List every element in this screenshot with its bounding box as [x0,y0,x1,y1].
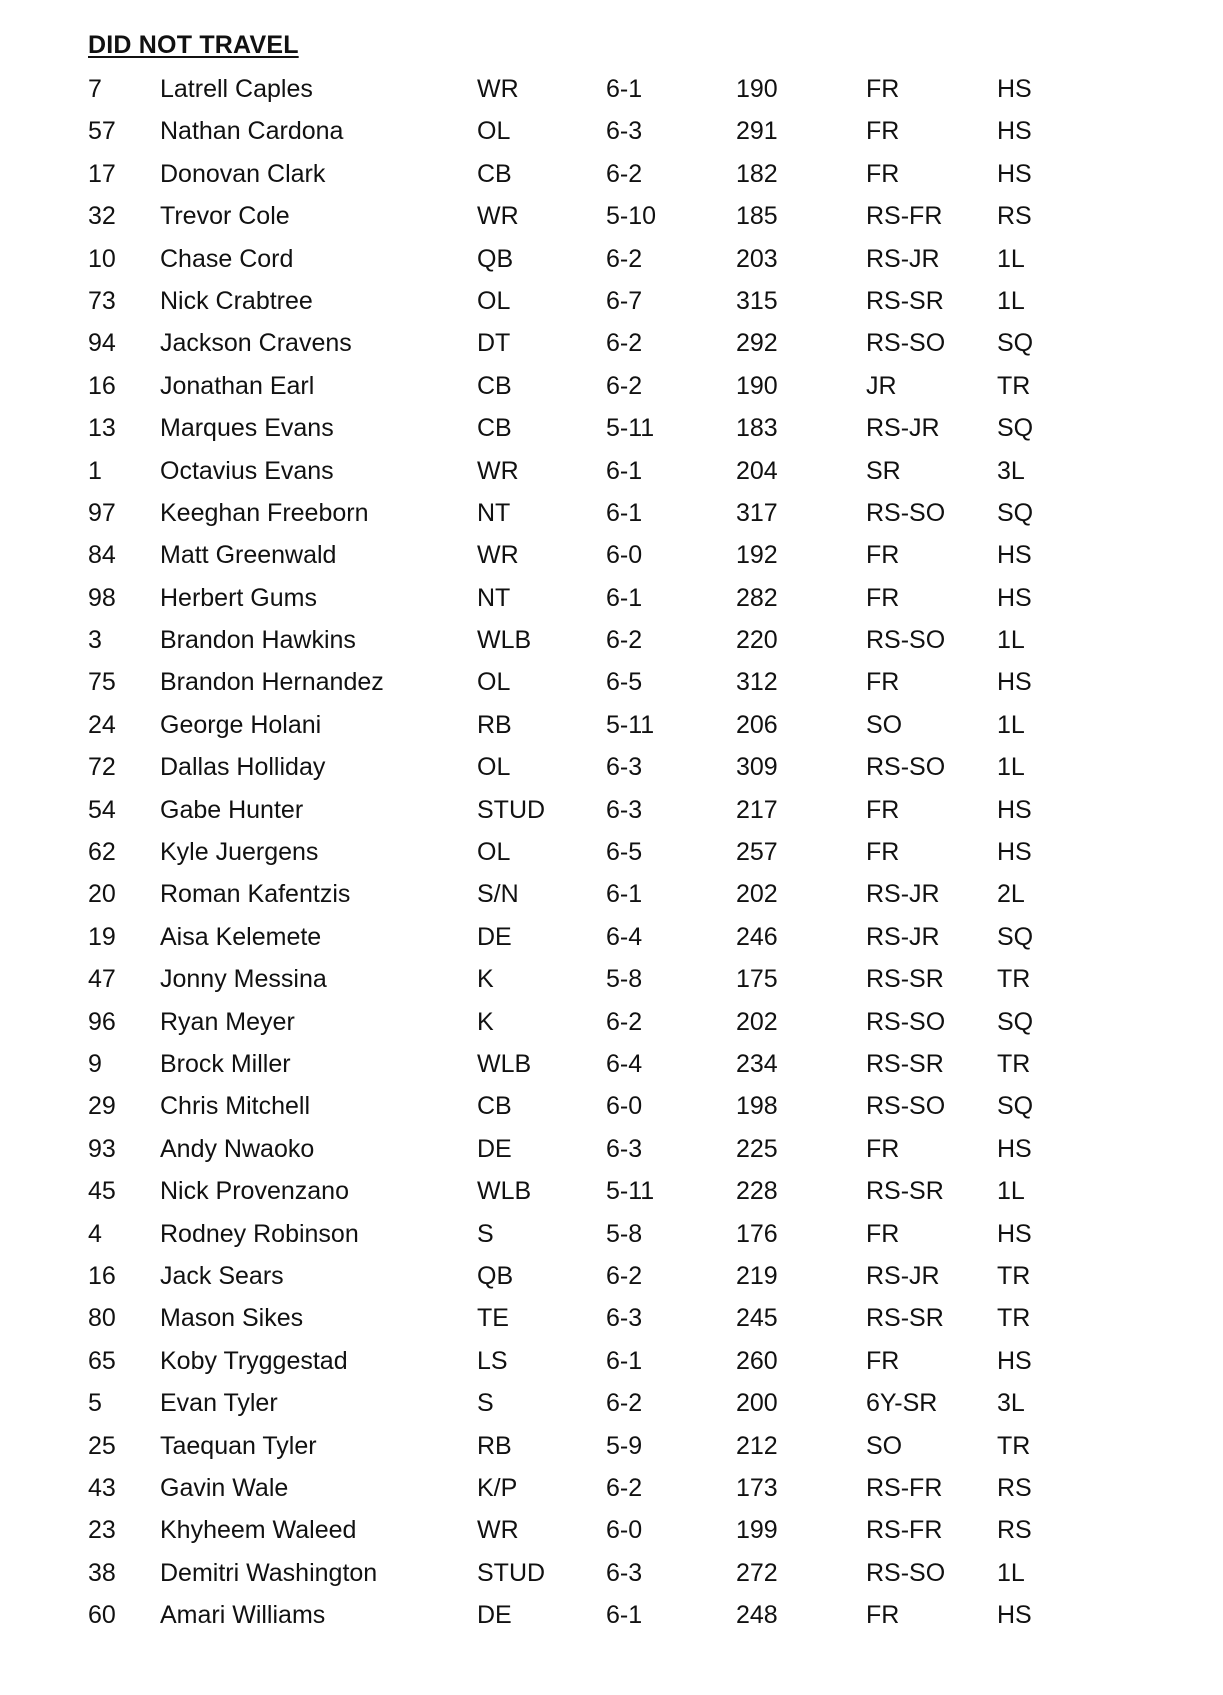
player-weight: 257 [736,838,778,867]
roster-row [0,535,1223,577]
player-weight: 192 [736,541,778,570]
player-name: Matt Greenwald [160,541,337,570]
player-name: Brandon Hernandez [160,668,384,697]
roster-row [0,239,1223,281]
player-height: 6-2 [606,159,643,188]
roster-row [0,917,1223,959]
player-weight: 190 [736,75,778,103]
player-position: WR [477,202,519,231]
player-experience: HS [997,1134,1032,1163]
player-name: Brandon Hawkins [160,626,356,655]
player-position: LS [477,1346,508,1375]
player-experience: HS [997,1601,1032,1630]
player-class: RS-SO [866,498,946,527]
roster-row [0,1468,1223,1510]
player-weight: 234 [736,1049,778,1078]
player-class: RS-SO [866,329,946,358]
player-weight: 185 [736,202,778,231]
player-name: Kyle Juergens [160,838,319,867]
player-experience: TR [997,371,1031,400]
player-number: 93 [88,1134,116,1163]
player-height: 6-1 [606,456,643,485]
player-name: Andy Nwaoko [160,1134,315,1163]
player-height: 6-1 [606,1601,643,1630]
player-height: 5-8 [606,965,643,994]
player-number: 84 [88,541,116,570]
player-weight: 260 [736,1346,778,1375]
player-position: RB [477,1431,512,1460]
player-experience: HS [997,117,1032,146]
player-name: Mason Sikes [160,1304,304,1333]
player-experience: SQ [997,414,1034,443]
player-number: 72 [88,753,116,782]
player-name: Rodney Robinson [160,1219,359,1248]
roster-row [0,451,1223,493]
player-experience: HS [997,668,1032,697]
player-class: FR [866,795,900,824]
player-class: FR [866,838,900,867]
player-height: 6-2 [606,626,643,655]
player-position: RB [477,710,512,739]
player-position: DE [477,1134,512,1163]
player-name: Roman Kafentzis [160,880,351,909]
player-weight: 175 [736,965,778,994]
player-height: 6-1 [606,583,643,612]
player-weight: 228 [736,1177,778,1206]
player-number: 13 [88,414,116,443]
player-position: S [477,1219,494,1248]
player-name: Demitri Washington [160,1558,378,1587]
player-experience: 1L [997,244,1025,273]
player-weight: 245 [736,1304,778,1333]
player-number: 16 [88,1261,116,1290]
player-number: 80 [88,1304,116,1333]
player-position: CB [477,1092,512,1121]
player-weight: 292 [736,329,778,358]
player-position: WR [477,75,519,103]
player-class: RS-JR [866,922,940,951]
player-class: RS-SO [866,626,946,655]
player-number: 24 [88,710,116,739]
roster-row [0,747,1223,789]
player-experience: TR [997,1049,1031,1078]
player-number: 94 [88,329,116,358]
player-position: DT [477,329,511,358]
roster-row [0,1002,1223,1044]
roster-row [0,1214,1223,1256]
player-experience: HS [997,541,1032,570]
roster-row [0,662,1223,704]
player-number: 25 [88,1431,116,1460]
player-name: Aisa Kelemete [160,922,322,951]
player-number: 5 [88,1389,102,1418]
player-number: 57 [88,117,116,146]
player-name: Jackson Cravens [160,329,352,358]
roster-row [0,874,1223,916]
player-experience: 1L [997,710,1025,739]
player-weight: 176 [736,1219,778,1248]
player-name: Nick Crabtree [160,286,313,315]
player-height: 6-2 [606,371,643,400]
player-experience: 1L [997,626,1025,655]
player-class: SR [866,456,901,485]
player-height: 6-4 [606,1049,643,1078]
player-height: 6-5 [606,668,643,697]
roster-row [0,1256,1223,1298]
roster-row [0,1129,1223,1171]
player-number: 9 [88,1049,102,1078]
player-position: WLB [477,1177,532,1206]
roster-row [0,578,1223,620]
player-experience: RS [997,1516,1032,1545]
player-class: FR [866,1134,900,1163]
roster-row [0,1044,1223,1086]
player-height: 5-11 [606,1177,655,1206]
player-weight: 309 [736,753,778,782]
player-class: FR [866,1601,900,1630]
player-height: 6-3 [606,117,643,146]
player-height: 6-2 [606,329,643,358]
player-class: RS-JR [866,414,940,443]
player-experience: SQ [997,1007,1034,1036]
player-height: 6-3 [606,1304,643,1333]
player-weight: 315 [736,286,778,315]
player-class: RS-FR [866,1473,943,1502]
roster-row [0,493,1223,535]
roster-row [0,790,1223,832]
roster-row [0,959,1223,1001]
player-class: RS-JR [866,244,940,273]
player-name: Koby Tryggestad [160,1346,348,1375]
player-height: 6-2 [606,1473,643,1502]
player-position: K/P [477,1473,518,1502]
player-number: 47 [88,965,116,994]
player-position: DE [477,1601,512,1630]
roster-row [0,1086,1223,1128]
player-height: 6-1 [606,1346,643,1375]
player-experience: 1L [997,1177,1025,1206]
roster-row [0,1426,1223,1468]
player-position: K [477,1007,494,1036]
player-height: 6-0 [606,1092,643,1121]
roster-row [0,196,1223,238]
player-height: 5-10 [606,202,657,231]
player-weight: 220 [736,626,778,655]
player-name: Nathan Cardona [160,117,344,146]
player-name: Jonathan Earl [160,371,315,400]
player-number: 17 [88,159,116,188]
player-name: Herbert Gums [160,583,317,612]
player-height: 6-7 [606,286,643,315]
player-class: RS-SR [866,1177,944,1206]
roster-row [0,154,1223,196]
roster-row [0,366,1223,408]
player-number: 23 [88,1516,116,1545]
player-experience: 1L [997,1558,1025,1587]
player-class: FR [866,159,900,188]
player-name: Gabe Hunter [160,795,304,824]
player-class: FR [866,668,900,697]
player-position: DE [477,922,512,951]
player-position: QB [477,1261,514,1290]
player-experience: HS [997,838,1032,867]
player-class: RS-SR [866,286,944,315]
player-experience: 2L [997,880,1025,909]
player-position: CB [477,371,512,400]
player-position: NT [477,498,511,527]
player-experience: 1L [997,753,1025,782]
player-class: FR [866,583,900,612]
player-height: 6-2 [606,244,643,273]
player-position: K [477,965,494,994]
roster-row [0,69,1223,111]
player-class: SO [866,710,903,739]
player-experience: HS [997,159,1032,188]
player-height: 6-1 [606,75,643,103]
player-class: RS-SO [866,753,946,782]
player-experience: RS [997,202,1032,231]
player-position: OL [477,286,511,315]
player-number: 7 [88,75,102,103]
player-experience: TR [997,1261,1031,1290]
player-class: RS-SO [866,1558,946,1587]
player-class: RS-JR [866,1261,940,1290]
player-height: 5-8 [606,1219,643,1248]
player-weight: 198 [736,1092,778,1121]
player-class: FR [866,117,900,146]
player-number: 60 [88,1601,116,1630]
player-position: OL [477,838,511,867]
player-number: 4 [88,1219,102,1248]
player-name: Ryan Meyer [160,1007,295,1036]
player-experience: HS [997,795,1032,824]
player-position: STUD [477,795,546,824]
player-experience: TR [997,1304,1031,1333]
roster-row [0,1298,1223,1340]
player-experience: TR [997,965,1031,994]
player-weight: 246 [736,922,778,951]
player-experience: HS [997,1346,1032,1375]
player-name: Trevor Cole [160,202,290,231]
player-height: 5-11 [606,710,655,739]
player-position: WLB [477,1049,532,1078]
player-experience: 3L [997,456,1025,485]
player-name: Nick Provenzano [160,1177,349,1206]
player-number: 98 [88,583,116,612]
player-number: 1 [88,456,102,485]
player-position: OL [477,668,511,697]
player-height: 6-4 [606,922,643,951]
player-number: 45 [88,1177,116,1206]
player-position: TE [477,1304,509,1333]
player-number: 73 [88,286,116,315]
roster-row [0,281,1223,323]
player-experience: SQ [997,498,1034,527]
player-number: 3 [88,626,102,655]
roster-row [0,832,1223,874]
roster-row [0,620,1223,662]
player-height: 6-3 [606,1134,643,1163]
player-name: Taequan Tyler [160,1431,317,1460]
player-position: S/N [477,880,519,909]
player-weight: 206 [736,710,778,739]
player-height: 6-5 [606,838,643,867]
player-number: 43 [88,1473,116,1502]
roster-list [0,69,1223,1637]
player-name: Donovan Clark [160,159,326,188]
player-position: CB [477,159,512,188]
player-name: Khyheem Waleed [160,1516,357,1545]
player-weight: 225 [736,1134,778,1163]
player-position: S [477,1389,494,1418]
player-height: 6-3 [606,753,643,782]
player-height: 6-3 [606,1558,643,1587]
roster-row [0,1595,1223,1637]
roster-row [0,705,1223,747]
player-class: RS-SO [866,1092,946,1121]
player-name: Gavin Wale [160,1473,289,1502]
player-position: OL [477,117,511,146]
player-weight: 291 [736,117,778,146]
player-experience: SQ [997,1092,1034,1121]
player-weight: 219 [736,1261,778,1290]
player-height: 6-2 [606,1389,643,1418]
player-number: 29 [88,1092,116,1121]
player-class: RS-FR [866,1516,943,1545]
player-weight: 200 [736,1389,778,1418]
player-class: FR [866,541,900,570]
player-class: JR [866,371,897,400]
player-weight: 202 [736,880,778,909]
player-number: 54 [88,795,116,824]
player-height: 6-2 [606,1261,643,1290]
player-class: FR [866,75,900,103]
player-position: CB [477,414,512,443]
player-number: 16 [88,371,116,400]
player-experience: HS [997,1219,1032,1248]
player-experience: RS [997,1473,1032,1502]
player-name: Chris Mitchell [160,1092,311,1121]
player-position: WLB [477,626,532,655]
player-weight: 272 [736,1558,778,1587]
player-number: 20 [88,880,116,909]
player-height: 6-1 [606,880,643,909]
roster-row [0,1510,1223,1552]
player-weight: 312 [736,668,778,697]
player-number: 96 [88,1007,116,1036]
player-weight: 173 [736,1473,778,1502]
player-name: Chase Cord [160,244,294,273]
player-class: RS-JR [866,880,940,909]
roster-row [0,1553,1223,1595]
player-number: 38 [88,1558,116,1587]
player-height: 6-0 [606,1516,643,1545]
roster-row [0,408,1223,450]
player-name: Keeghan Freeborn [160,498,369,527]
player-experience: SQ [997,922,1034,951]
player-weight: 183 [736,414,778,443]
player-number: 75 [88,668,116,697]
player-experience: SQ [997,329,1034,358]
player-name: Jonny Messina [160,965,327,994]
player-experience: 3L [997,1389,1025,1418]
player-weight: 202 [736,1007,778,1036]
player-number: 10 [88,244,116,273]
player-name: Brock Miller [160,1049,291,1078]
player-class: SO [866,1431,903,1460]
player-height: 6-2 [606,1007,643,1036]
player-position: QB [477,244,514,273]
player-experience: TR [997,1431,1031,1460]
player-class: RS-SO [866,1007,946,1036]
player-weight: 217 [736,795,778,824]
player-weight: 204 [736,456,778,485]
player-class: RS-SR [866,1049,944,1078]
roster-row [0,1383,1223,1425]
player-number: 97 [88,498,116,527]
player-name: Evan Tyler [160,1389,278,1418]
roster-row [0,323,1223,365]
player-height: 5-11 [606,414,655,443]
roster-row [0,111,1223,153]
player-number: 62 [88,838,116,867]
section-heading: DID NOT TRAVEL [88,31,299,59]
roster-row [0,1171,1223,1213]
player-height: 5-9 [606,1431,643,1460]
player-height: 6-1 [606,498,643,527]
player-class: 6Y-SR [866,1389,938,1418]
player-name: Dallas Holliday [160,753,326,782]
player-class: FR [866,1219,900,1248]
player-name: Jack Sears [160,1261,284,1290]
player-experience: HS [997,75,1032,103]
player-position: STUD [477,1558,546,1587]
player-weight: 190 [736,371,778,400]
player-height: 6-3 [606,795,643,824]
player-weight: 317 [736,498,778,527]
player-weight: 199 [736,1516,778,1545]
player-height: 6-0 [606,541,643,570]
player-weight: 182 [736,159,778,188]
player-weight: 212 [736,1431,778,1460]
player-position: WR [477,1516,519,1545]
player-name: Latrell Caples [160,75,313,103]
player-weight: 282 [736,583,778,612]
player-class: FR [866,1346,900,1375]
player-position: WR [477,541,519,570]
player-class: RS-SR [866,965,944,994]
player-position: WR [477,456,519,485]
player-position: OL [477,753,511,782]
player-experience: 1L [997,286,1025,315]
roster-row [0,1341,1223,1383]
player-name: Marques Evans [160,414,334,443]
player-name: Amari Williams [160,1601,326,1630]
player-experience: HS [997,583,1032,612]
player-name: Octavius Evans [160,456,334,485]
player-weight: 203 [736,244,778,273]
player-class: RS-SR [866,1304,944,1333]
player-position: NT [477,583,511,612]
player-number: 65 [88,1346,116,1375]
player-number: 19 [88,922,116,951]
player-name: George Holani [160,710,322,739]
player-weight: 248 [736,1601,778,1630]
player-class: RS-FR [866,202,943,231]
player-number: 32 [88,202,116,231]
